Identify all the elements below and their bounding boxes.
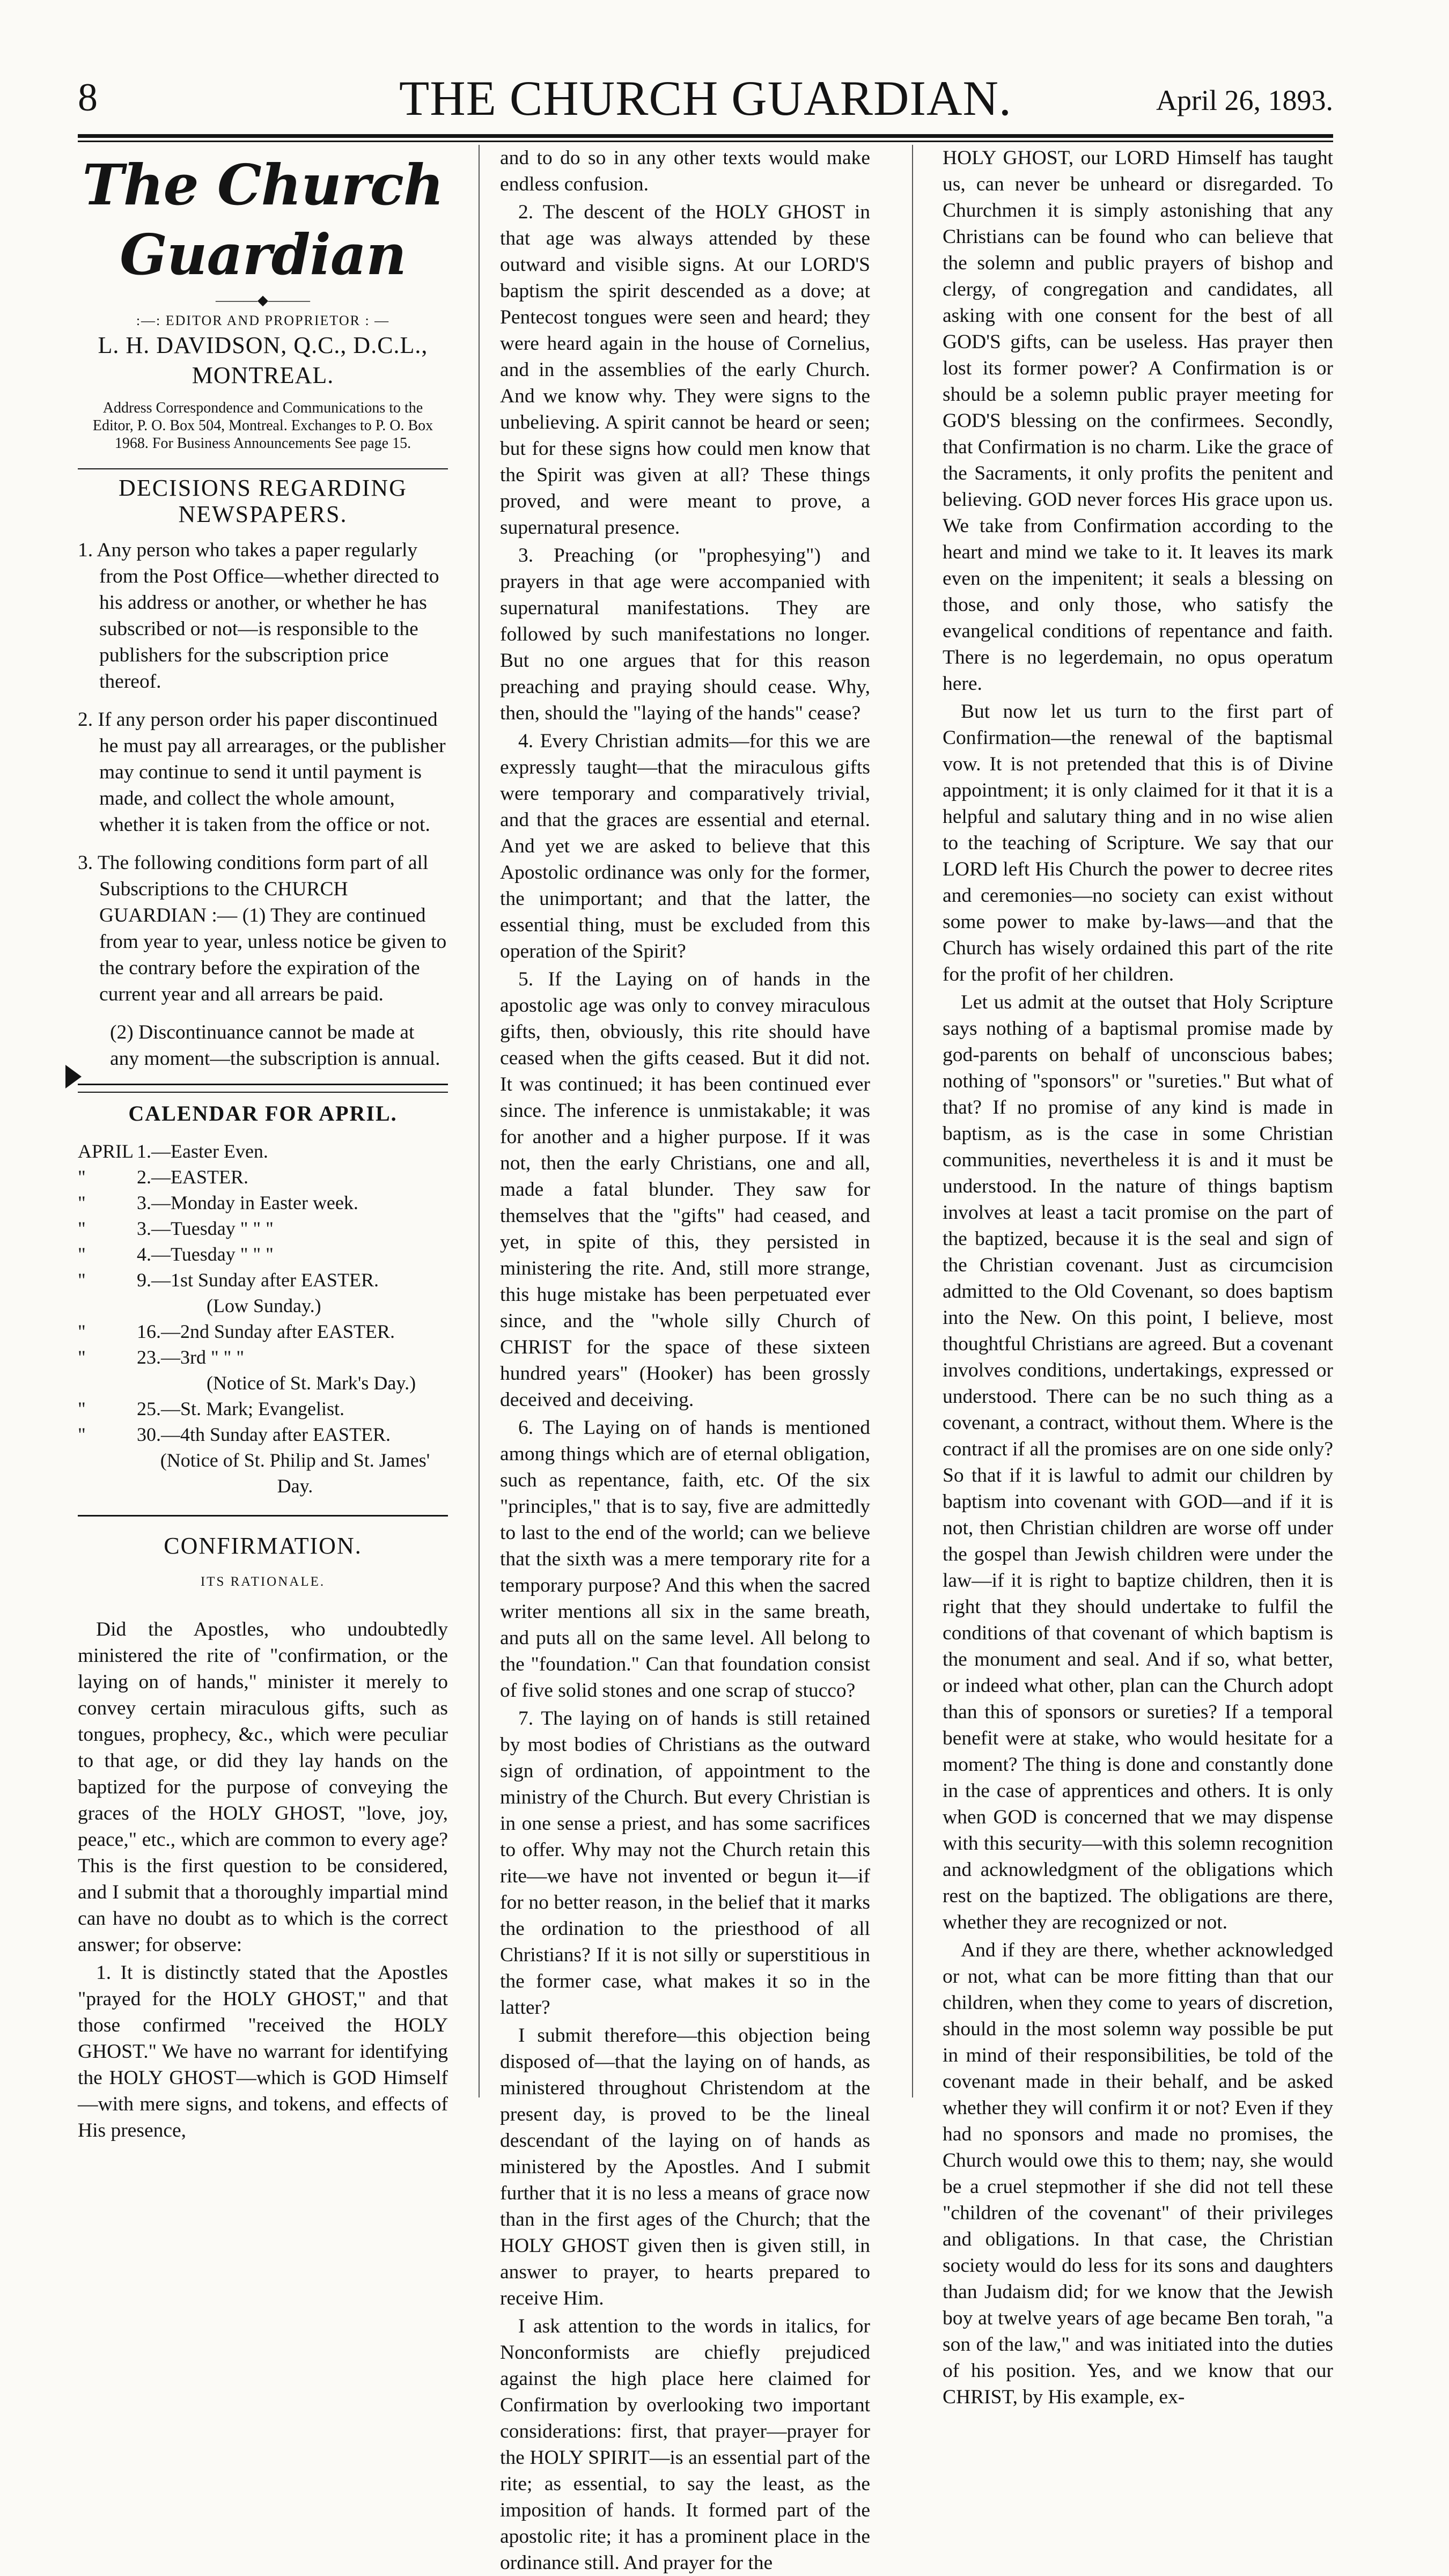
article-paragraph: and to do so in any other texts would make endless confusion.	[500, 147, 870, 195]
column-3	[943, 145, 1333, 2408]
calendar-row: APRIL 1.—Easter Even.	[78, 1140, 268, 1162]
issue-date: April 26, 1893.	[1156, 84, 1333, 116]
calendar-note: (Low Sunday.)	[207, 1295, 321, 1316]
divider	[78, 1092, 448, 1093]
article-paragraph: 4. Every Christian admits—for this we are expressly taught—that the miraculous gifts were temporary and comparatively trivial, and that the graces are essential and eternal. And yet we are asked to believe that this Apostolic ordinance was only for the former, the unimportant; and that the latter, the essential thing, must be excluded from this operation of the Spirit?	[500, 730, 870, 962]
decision-item: (2) Discontinuance cannot be made at any moment—the subscription is annual.	[110, 1021, 440, 1070]
page-number: 8	[78, 76, 98, 120]
calendar-row: " 4.—Tuesday " " "	[78, 1243, 274, 1265]
decision-item: 3. The following conditions form part of all Subscriptions to the CHURCH GUARDIAN :— (1) They are continued from year to year, unless notice be given to the contrary before the expiration of the current year and all arrears be paid.	[78, 852, 447, 1005]
article-paragraph: Let us admit at the outset that Holy Scripture says nothing of a baptismal promise made by god-parents on behalf of unconscious babes; nothing of "sponsors" or "sureties." But what of that? If no promise of any kind is made in baptism, as is the case in some Christian communities, nevertheless it is and it must be understood. In the nature of things baptism involves at least a tacit promise on the part of the baptized, because it is the seal and sign of the Christian covenant. Just as circumcision admitted to the Old Covenant, so does baptism into the New. On this point, I believe, most thoughtful Christians are agreed. But a covenant involves conditions, undertakings, expressed or understood. There can be no such thing as a covenant, a contract, without them. Where is the contract if all the promises are on one side only? So that if it is lawful to admit our children by baptism into covenant with GOD—and if it is not, then Christian children are worse off under the gospel than Jewish children were under the law—if it is right to baptize children, then it is right that they should undertake to fulfil the conditions of that covenant of which baptism is the monument and seal. And if so, what better, or indeed what other, plan can the Church adopt than this of sponsors or sureties? If a temporal benefit were at stake, who would hesitate for a moment? The thing is done and constantly done in the case of apprentices and others. It is only when GOD is concerned that we may dispense with this security—with this solemn recognition and acknowledgment of the obligations which rest on the baptized. The obligations are there, whether they are recognized or not.	[943, 991, 1333, 1933]
article-paragraph: 7. The laying on of hands is still retained by most bodies of Christians as the outward sign of ordination, of appointment to the ministry of the Church. But every Christian is in one sense a priest, and has some sacrifices to offer. Why may not the Church retain this rite—we have not invented or begun it—if for no better reason, in the belief that it marks the ordination to the priesthood of all Christians? If it is not silly or superstitious in the former case, what makes it so in the latter?	[500, 1707, 870, 2019]
calendar-row: " 3.—Tuesday " " "	[78, 1218, 274, 1239]
article-paragraph: But now let us turn to the first part of Confirmation—the renewal of the baptismal vow. It is not pretended that this is of Divine appointment; it is only claimed for it that it is a helpful and salutary thing and in no wise alien to the teaching of Scripture. We say that our LORD left His Church the power to decree rites and ceremonies—no society can exist without some power to make by-laws—and that the Church has wisely ordained this part of the rite for the profit of her children.	[943, 701, 1333, 985]
decision-item: 2. If any person order his paper discontinued he must pay all arrearages, or the publisher may continue to send it until payment is made, and collect the whole amount, whether it is taken from the office or not.	[78, 709, 446, 836]
calendar-row: " 16.—2nd Sunday after EASTER.	[78, 1321, 395, 1342]
calendar-row: " 25.—St. Mark; Evangelist.	[78, 1398, 344, 1419]
article-paragraph: 3. Preaching (or "prophesying") and prayers in that age were accompanied with supernatural manifestations. They are followed by such manifestations no longer. But no one argues that for this reason preaching and praying should cease. Why, then, should the "laying of the hands" cease?	[500, 544, 870, 724]
decisions-heading: DECISIONS REGARDING NEWSPAPERS.	[119, 475, 407, 527]
divider	[78, 1084, 448, 1085]
article-paragraph: 2. The descent of the HOLY GHOST in that age was always attended by these outward and visible signs. At our LORD'S baptism the spirit descended as a dove; at Pentecost tongues were seen and heard; they were heard again in the house of Cornelius, and in the assemblies of the early Church. And we know why. They were signs to the unbelieving. A spirit cannot be heard or seen; but for these signs how could men know that the Spirit was given at all? These things proved, and were meant to prove, a supernatural presence.	[500, 201, 870, 539]
address-notice: Address Correspondence and Communications to the Editor, P. O. Box 504, Montreal. Exchanges to P. O. Box 1968. For Business Announcements See page 15.	[92, 400, 433, 452]
article-heading: CONFIRMATION.	[164, 1533, 362, 1559]
paper-nameplate: The Church Guardian	[82, 152, 444, 288]
editor-name: L. H. DAVIDSON, Q.C., D.C.L., MONTREAL.	[98, 332, 428, 388]
article-paragraph: 6. The Laying on of hands is mentioned among things which are of eternal obligation, such as repentance, faith, etc. Of the six "principles," that is to say, five are admittedly to last to the end of the world; can we believe that the sixth was a mere temporary rite for a temporary purpose? And this when the sacred writer mentions all six in the same breath, and puts all on the same level. All belong to the "foundation." Can that foundation consist of five solid stones and one scrap of stucco?	[500, 1417, 870, 1702]
calendar-note: (Notice of St. Philip and St. James' Day.	[160, 1449, 430, 1497]
divider	[78, 468, 448, 469]
calendar-heading: CALENDAR FOR APRIL.	[128, 1101, 398, 1125]
article-paragraph: And if they are there, whether acknowledged or not, what can be more fitting than that our children, when they come to years of discretion, should in the most solemn way possible be put in mind of their responsibilities, be told of the covenant made in their behalf, and be asked whether they will confirm it or not? Even if they had no sponsors and made no promises, the Church would owe this to them; nay, she would be a cruel stepmother if she did not tell these "children of the covenant" of their privileges and obligations. In that case, the Christian society would do less for its sons and daughters than Judaism did; for we know that the Jewish boy at twelve years of age became Ben torah, "a son of the law," and was initiated into the duties of his position. Yes, and we know that our CHRIST, by His example, ex-	[943, 1939, 1333, 2408]
article-paragraph: Did the Apostles, who undoubtedly ministered the rite of "confirmation, or the laying on of hands," minister it merely to convey certain miraculous gifts, such as tongues, prophecy, &c., which were peculiar to that age, or did they lay hands on the baptized for the purpose of conveying the graces of the HOLY GHOST, "love, joy, peace," etc., which are common to every age? This is the first question to be considered, and I submit that a thoroughly impartial mind can have no doubt as to which is the correct answer; for observe:	[78, 1618, 448, 1956]
calendar-note: (Notice of St. Mark's Day.)	[207, 1372, 416, 1394]
divider	[78, 1515, 448, 1517]
newspaper-title: THE CHURCH GUARDIAN.	[399, 71, 1012, 126]
column-2	[500, 145, 870, 2574]
article-paragraph: 1. It is distinctly stated that the Apostles "prayed for the HOLY GHOST," and that those confirmed "received the HOLY GHOST." We have no warrant for identifying the HOLY GHOST—which is GOD Himself—with mere signs, and tokens, and effects of His presence,	[78, 1962, 448, 2141]
article-paragraph: I ask attention to the words in italics, for Nonconformists are chiefly prejudiced against the high place here claimed for Confirmation by overlooking two important considerations: first, that prayer—prayer for the HOLY SPIRIT—is an essential part of the rite; as essential, to say the least, as the imposition of hands. It formed part of the apostolic rite; it has a prominent place in the ordinance still. And prayer for the	[500, 2315, 870, 2574]
editor-label: :—: EDITOR AND PROPRIETOR : —	[136, 313, 390, 328]
column-1	[78, 145, 448, 2141]
calendar-row: " 3.—Monday in Easter week.	[78, 1192, 358, 1213]
calendar-row: " 30.—4th Sunday after EASTER.	[78, 1424, 391, 1445]
header-rule-thin	[78, 141, 1333, 142]
calendar-row: " 9.—1st Sunday after EASTER.	[78, 1269, 379, 1291]
article-paragraph: I submit therefore—this objection being disposed of—that the laying on of hands, as ministered throughout Christendom at the present day, is proved to be the lineal descendant of the laying on of hands as ministered by the Apostles. And I submit further that it is no less a means of grace now than in the first ages of the Church; that the HOLY GHOST given then is given still, in answer to prayer, to hearts prepared to receive Him.	[500, 2025, 870, 2309]
article-paragraph: 5. If the Laying on of hands in the apostolic age was only to convey miraculous gifts, then, obviously, this rite should have ceased when the gifts ceased. But it did not. It was continued; it has been continued ever since. The inference is unmistakable; it was for another and a higher purpose. If it was not, then the early Christians, one and all, made a fatal blunder. They saw for themselves that the "gifts" had ceased, and yet, in spite of this, they persisted in ministering the rite. And, still more strange, this huge mistake has been perpetuated ever since, and the "whole silly Church of CHRIST for the space of these sixteen hundred years" (Hooker) has been grossly deceived and deceiving.	[500, 968, 870, 1411]
decision-item: 1. Any person who takes a paper regularly from the Post Office—whether directed to his address or another, or whether he has subscribed or not—is responsible to the publishers for the subscription price thereof.	[78, 539, 439, 693]
column-divider	[479, 145, 480, 2097]
ornament-icon: ———◆———	[216, 292, 310, 308]
calendar-row: " 2.—EASTER.	[78, 1166, 249, 1188]
masthead	[78, 70, 1333, 134]
column-divider	[912, 145, 913, 2097]
calendar-row: " 23.—3rd " " "	[78, 1346, 245, 1368]
header-rule	[78, 134, 1333, 138]
article-subheading: ITS RATIONALE.	[200, 1574, 326, 1589]
article-paragraph: HOLY GHOST, our LORD Himself has taught us, can never be unheard or disregarded. To Churchmen it is simply astonishing that any Christians can be found who can believe that the solemn and public prayers of bishop and clergy, of congregation and candidates, all asking with one consent for the best of all GOD'S gifts, can be useless. Has prayer then lost its former power? A Confirmation is or should be a solemn public prayer meeting for GOD'S blessing on the confirmees. Secondly, that Confirmation is no charm. Like the grace of the Sacraments, it only profits the penitent and believing. GOD never forces His grace upon us. We take from Confirmation according to the heart and mind we take to it. It leaves its mark even on the impenitent; it seals a blessing on those, and only those, who satisfy the evangelical conditions of repentance and faith. There is no legerdemain, no opus operatum here.	[943, 147, 1333, 695]
